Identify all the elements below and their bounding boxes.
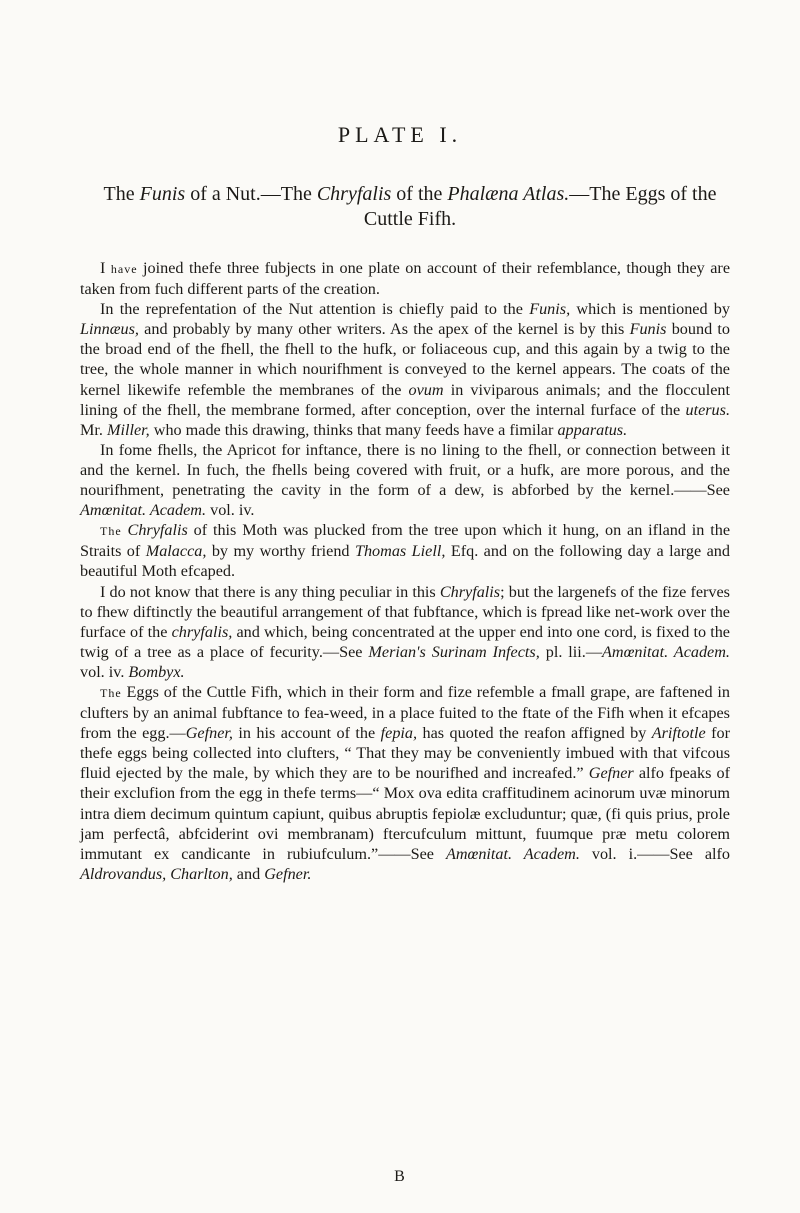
- italic-term: Bombyx.: [128, 662, 185, 681]
- paragraph-apricot: [80, 440, 730, 520]
- plate-heading: [90, 182, 730, 232]
- italic-term: Amœnitat. Academ.: [80, 501, 207, 520]
- paragraph-text: I do not know that there is any thing peculiar in this: [100, 582, 440, 601]
- italic-term: Malacca,: [145, 542, 207, 561]
- paragraph-text: for thefe eggs being collected into clufters, “ That they may be conveniently imbued with that vifcous fluid ejected by the male, by which they are to be nourifhed and increafed.”: [80, 724, 731, 783]
- paragraph-text: of this Moth was plucked from the tree upon which it hung, on an ifland in the Straits of: [80, 521, 731, 561]
- paragraph-text: ; but the largenefs of the fize ferves to fhew diftinctly the beautiful arrangement of that fubftance, which is fpread like net-work over the furface of the: [80, 582, 730, 641]
- small-caps-word: have: [110, 262, 138, 276]
- italic-term: chryfalis,: [171, 622, 233, 641]
- heading-text: —The Eggs of the Cuttle Fifh.: [363, 183, 717, 230]
- paragraph-text: has quoted the reafon affigned by: [417, 724, 652, 743]
- heading-italic: Chryfalis: [316, 183, 392, 205]
- heading-text: The: [103, 183, 140, 205]
- italic-term: Thomas Liell,: [354, 542, 446, 561]
- paragraph-text: by my worthy friend: [206, 542, 355, 561]
- paragraph-text: and: [232, 864, 265, 883]
- paragraph-chrysalis-detail: [80, 582, 730, 682]
- italic-term: Aldrovandus,: [80, 864, 167, 883]
- heading-italic: Funis: [139, 183, 186, 205]
- plate-title: PLATE I.: [337, 122, 463, 147]
- italic-term: Chryfalis: [127, 521, 188, 540]
- italic-term: Chryfalis: [439, 582, 501, 601]
- paragraph-text: bound to the broad end of the fhell, the fhell to the hufk, or foliaceous cup, and this again by a twig to the tree, the whole manner in which nourifhment is conveyed to the kernel appears. The coats of the kernel likewife refemble the membranes of the: [80, 320, 730, 399]
- paragraph-text: which is mentioned by: [570, 300, 730, 319]
- italic-term: Ariftotle: [651, 724, 706, 743]
- paragraph-text: and which, being concentrated at the upper end into one cord, is fixed to the twig of a tree as a place of fecurity.—See: [80, 622, 730, 661]
- italic-term: Funis,: [529, 300, 571, 319]
- paragraph-text: and probably by many other writers. As the apex of the kernel is by this: [138, 320, 630, 339]
- heading-italic: Phalæna Atlas.: [447, 183, 570, 205]
- italic-term: Gefner: [588, 764, 634, 783]
- italic-term: Amœnitat. Academ.: [602, 642, 730, 661]
- paragraph-text: vol. iv.: [206, 501, 255, 520]
- italic-term: Gefner.: [264, 864, 312, 883]
- paragraph-text: who made this drawing, thinks that many feeds have a fimilar: [149, 420, 558, 439]
- paragraph-text: vol. iv.: [80, 662, 129, 681]
- italic-term: Linnæus,: [80, 320, 139, 339]
- paragraph-text: alfo fpeaks of their exclufion from the egg in thefe terms—“ Mox ova edita craffitudinem acinorum uvæ minorum intra diem decimum quintum capiunt, quibus abruptis fepiolæ excluduntur; quæ, (fi quis prius, prole jam perfectâ, abfciderint ovi membranam) ftercufculum mittunt, fuumque præ metu colorem immutant ex candicante in rubiufculum.”——See: [80, 764, 731, 863]
- paragraph-text: In fome fhells, the Apricot for inftance, there is no lining to the fhell, or connection between it and the kernel. In fuch, the fhells being covered with fruit, or a hufk, are more porous, and the nourifhment, penetrating the cavity in the form of a dew, is abforbed by the kernel.——See: [80, 440, 730, 500]
- drop-letter: I: [100, 259, 111, 277]
- italic-term: apparatus.: [557, 420, 628, 439]
- italic-term: Gefner,: [185, 724, 233, 743]
- italic-term: fepia,: [380, 724, 418, 743]
- small-caps-word: The: [100, 685, 122, 700]
- paragraph-chrysalis: [80, 520, 730, 581]
- body-text: [80, 258, 730, 884]
- paragraph-text: in viviparous animals; and the flocculent lining of the fhell, the membrane formed, after conception, over the internal furface of the: [80, 380, 730, 419]
- small-caps-word: The: [100, 524, 122, 539]
- italic-term: uterus.: [685, 400, 730, 419]
- paragraph-nut: [80, 299, 730, 440]
- heading-text: of a Nut.—The: [185, 183, 317, 205]
- italic-term: Amœnitat. Academ.: [445, 844, 580, 863]
- italic-term: Merian's Surinam Infects,: [368, 642, 540, 661]
- paragraph-text: Efq. and on the following day a large and beautiful Moth efcaped.: [80, 542, 730, 581]
- heading-text: of the: [391, 183, 448, 205]
- paragraph-text: pl. lii.—: [539, 642, 603, 661]
- paragraph-text: in his account of the: [232, 724, 381, 743]
- paragraph-text: vol. i.——See alfo: [579, 844, 730, 863]
- paragraph-text: In the reprefentation of the Nut attention is chiefly paid to the: [100, 300, 530, 319]
- paragraph-cuttle-fish: [80, 682, 730, 884]
- italic-term: ovum: [408, 380, 444, 399]
- paragraph-intro: [80, 258, 730, 299]
- paragraph-text: Eggs of the Cuttle Fifh, which in their form and fize refemble a fmall grape, are faftened in clufters by an animal fubftance to fea-weed, in a place fuited to the ftate of the Fifh when it efcapes from the egg.—: [80, 682, 730, 743]
- signature-mark: B: [394, 1168, 406, 1185]
- paragraph-text: Mr.: [80, 420, 107, 439]
- italic-term: Charlton,: [170, 864, 233, 883]
- italic-term: Miller,: [106, 420, 150, 439]
- paragraph-text: joined thefe three fubjects in one plate on account of their refemblance, though they are taken from fuch different parts of the creation.: [80, 259, 731, 299]
- italic-term: Funis: [629, 320, 667, 339]
